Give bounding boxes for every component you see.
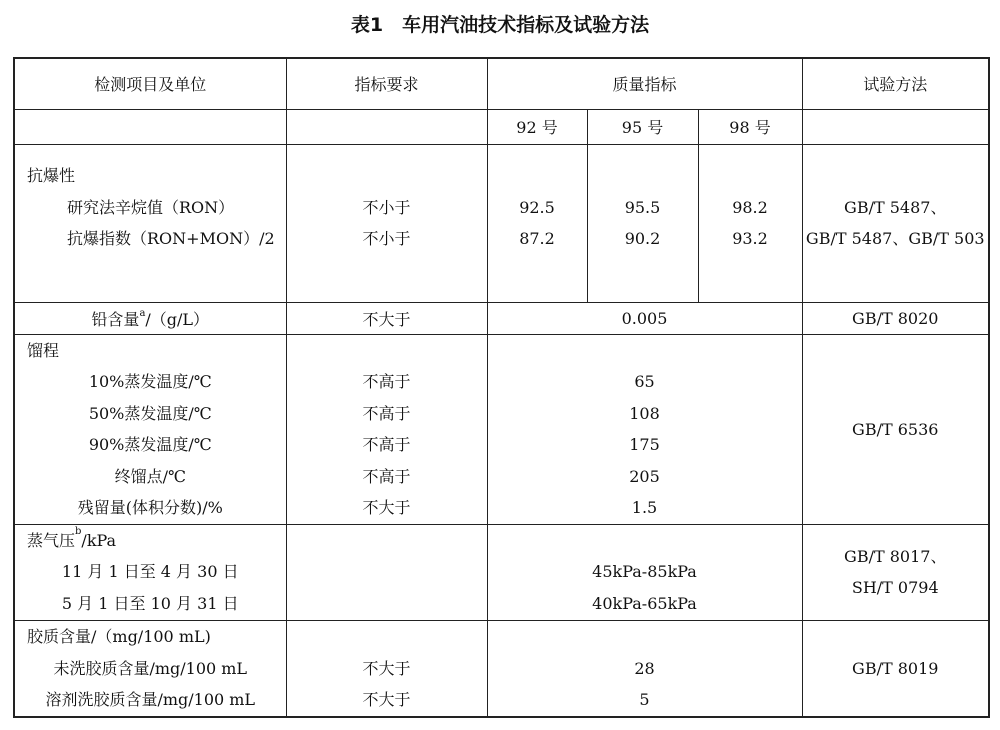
- dist-value: 205: [629, 466, 660, 486]
- antiknock-label: 抗爆性: [27, 166, 76, 185]
- dist-req: 不高于: [362, 466, 411, 486]
- gum-label: 胶质含量/（mg/100 mL): [27, 627, 211, 646]
- header-row: [14, 58, 989, 109]
- grade-98: 98 号: [698, 109, 802, 144]
- vapor-values: [487, 524, 802, 620]
- antiknock-method: [802, 144, 989, 302]
- header-item: 检测项目及单位: [14, 58, 286, 109]
- antiknock-row: [14, 144, 989, 302]
- vapor-label: 蒸气压$^b$/kPa: [27, 525, 117, 550]
- footnote-b: b: [75, 525, 82, 537]
- dist-name: 残留量(体积分数)/%: [77, 498, 223, 517]
- aki-req: 不小于: [362, 229, 411, 248]
- vapor-value: 40kPa-65kPa: [592, 593, 697, 613]
- distillation-method: GB/T 6536: [802, 334, 989, 524]
- lead-row: [14, 302, 989, 334]
- lead-value: 0.005: [487, 302, 802, 334]
- header-requirement: 指标要求: [286, 58, 487, 109]
- grade-95: 95 号: [587, 109, 698, 144]
- aki-92: 87.2: [519, 229, 555, 248]
- gum-req: 不大于: [362, 690, 411, 709]
- dist-name: 终馏点/℃: [114, 466, 186, 486]
- vapor-value: 45kPa-85kPa: [592, 562, 697, 582]
- lead-name: 铅含量$^a$/（g/L）: [14, 302, 286, 334]
- gum-row: [14, 620, 989, 717]
- gum-items: [14, 620, 286, 717]
- vapor-method: [802, 524, 989, 620]
- distillation-row: [14, 334, 989, 524]
- table-title: 表1 车用汽油技术指标及试验方法: [350, 14, 650, 36]
- distillation-label: 馏程: [27, 340, 60, 360]
- empty-cell: [14, 109, 286, 144]
- vapor-items: [14, 524, 286, 620]
- ron-95: 95.5: [624, 197, 661, 217]
- gasoline-spec-table: [13, 57, 990, 718]
- gum-name: 溶剂洗胶质含量/mg/100 mL: [45, 690, 256, 709]
- empty-cell: [802, 109, 989, 144]
- antiknock-reqs: [286, 144, 487, 302]
- lead-req: 不大于: [286, 302, 487, 334]
- gum-method: GB/T 8019: [802, 620, 989, 717]
- antiknock-method-1: GB/T 5487、: [844, 197, 947, 217]
- dist-value: 108: [629, 403, 660, 423]
- footnote-a: a: [139, 307, 146, 319]
- gum-values: [487, 620, 802, 717]
- empty-cell: [286, 109, 487, 144]
- aki-95: 90.2: [624, 229, 661, 248]
- vapor-row: [14, 524, 989, 620]
- aki-98: 93.2: [732, 229, 768, 248]
- header-quality: 质量指标: [487, 58, 802, 109]
- gum-value: 5: [639, 690, 650, 709]
- aki-name: 抗爆指数（RON+MON）/2: [67, 229, 275, 248]
- dist-name: 90%蒸发温度/℃: [88, 435, 212, 454]
- dist-name: 10%蒸发温度/℃: [88, 372, 212, 391]
- ron-98: 98.2: [732, 197, 768, 217]
- ron-req: 不小于: [362, 197, 411, 217]
- gum-reqs: [286, 620, 487, 717]
- gum-name: 未洗胶质含量/mg/100 mL: [53, 658, 248, 678]
- antiknock-98: [698, 144, 802, 302]
- gum-value: 28: [634, 658, 655, 678]
- antiknock-items: [14, 144, 286, 302]
- dist-value: 65: [634, 372, 655, 391]
- grade-92: 92 号: [487, 109, 587, 144]
- lead-method: GB/T 8020: [802, 302, 989, 334]
- ron-name: 研究法辛烷值（RON）: [67, 197, 235, 217]
- vapor-period: 5 月 1 日至 10 月 31 日: [61, 593, 239, 613]
- gum-req: 不大于: [362, 658, 411, 678]
- antiknock-method-2: GB/T 5487、GB/T 503: [805, 229, 985, 248]
- vapor-method-2: SH/T 0794: [851, 578, 939, 597]
- distillation-values: [487, 334, 802, 524]
- dist-name: 50%蒸发温度/℃: [88, 403, 212, 423]
- dist-req: 不高于: [362, 403, 411, 423]
- header-method: 试验方法: [802, 58, 989, 109]
- ron-92: 92.5: [519, 197, 555, 217]
- dist-req: 不大于: [362, 498, 411, 517]
- vapor-method-1: GB/T 8017、: [844, 546, 947, 566]
- distillation-items: [14, 334, 286, 524]
- dist-req: 不高于: [362, 372, 411, 391]
- empty-cell: [286, 524, 487, 620]
- distillation-reqs: [286, 334, 487, 524]
- grade-row: [14, 109, 989, 144]
- antiknock-95: [587, 144, 698, 302]
- dist-value: 175: [629, 435, 660, 454]
- dist-value: 1.5: [631, 498, 658, 517]
- vapor-period: 11 月 1 日至 4 月 30 日: [61, 562, 239, 582]
- antiknock-92: [487, 144, 587, 302]
- dist-req: 不高于: [362, 435, 411, 454]
